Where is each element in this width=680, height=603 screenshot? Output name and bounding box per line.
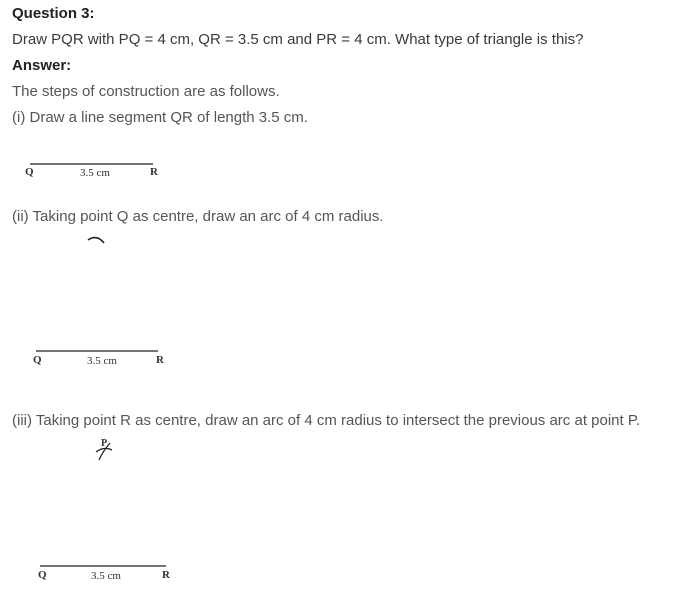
fig1-length-label: 3.5 cm: [80, 167, 110, 179]
fig3-label-p: P: [101, 438, 108, 449]
fig2-label-q: Q: [33, 354, 42, 366]
question-heading: Question 3:: [12, 5, 95, 22]
answer-heading: Answer:: [12, 57, 72, 74]
question-text: Draw PQR with PQ = 4 cm, QR = 3.5 cm and PR = 4 cm. What type of triangle is this?: [12, 31, 584, 48]
fig2-label-r: R: [156, 354, 164, 366]
arc-from-r-3: [99, 443, 110, 460]
fig2-length-label: 3.5 cm: [87, 355, 117, 367]
fig3-length-label: 3.5 cm: [91, 570, 121, 582]
step-2-text: (ii) Taking point Q as centre, draw an arc of 4 cm radius.: [12, 208, 384, 225]
fig1-label-r: R: [150, 166, 158, 178]
fig3-label-r: R: [162, 569, 170, 581]
fig1-label-q: Q: [25, 166, 34, 178]
step-1-text: (i) Draw a line segment QR of length 3.5 cm.: [12, 109, 308, 126]
step-3-text: (iii) Taking point R as centre, draw an arc of 4 cm radius to intersect the previous arc at point P.: [12, 412, 641, 429]
intro-text: The steps of construction are as follows.: [12, 83, 280, 100]
fig3-label-q: Q: [38, 569, 47, 581]
